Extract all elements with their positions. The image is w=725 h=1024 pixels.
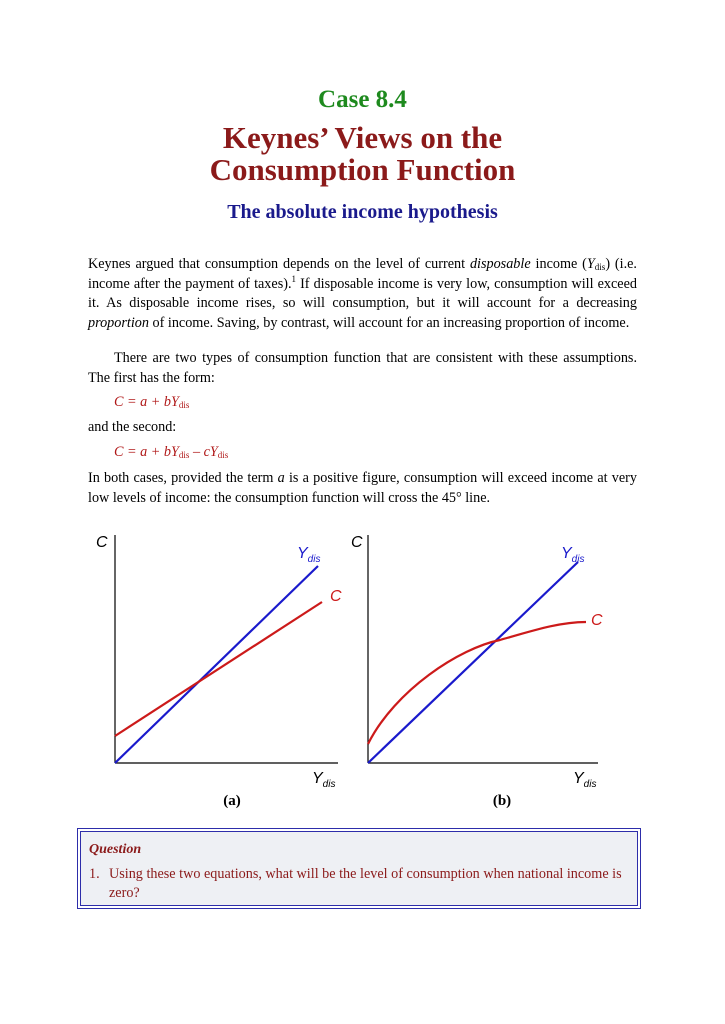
p3-var-a: a bbox=[277, 470, 285, 486]
footnote-marker[interactable]: 1 bbox=[291, 273, 296, 284]
panel-a-consumption-line bbox=[115, 602, 322, 736]
panel-b-y-axis-label: C bbox=[351, 534, 363, 551]
eq2-sub-2: dis bbox=[217, 450, 229, 460]
panel-a-x-y: Y bbox=[312, 770, 323, 787]
p1-text-e: of income. Saving, by contrast, will account for an increasing proportion of income. bbox=[148, 314, 630, 331]
panel-a bbox=[96, 534, 342, 809]
panel-b-ydis-line-label bbox=[561, 545, 584, 565]
question-heading: Question bbox=[89, 842, 142, 857]
p1-text-a: Keynes argued that consumption depends on the level of current bbox=[88, 256, 470, 272]
consumption-function-figure bbox=[0, 520, 725, 820]
paragraph-3 bbox=[88, 469, 637, 508]
eq2-main: C = a + bY bbox=[114, 444, 179, 460]
panel-b-x-sub: dis bbox=[583, 779, 597, 790]
p3-text-a: In both cases, provided the term bbox=[88, 470, 278, 486]
question-number: 1. bbox=[89, 866, 100, 882]
panel-a-y-axis-label: C bbox=[96, 534, 108, 551]
equation-2 bbox=[114, 444, 228, 461]
panel-b-consumption-curve bbox=[368, 622, 586, 744]
section-subtitle: The absolute income hypothesis bbox=[227, 201, 498, 223]
panel-b-ydis-y: Y bbox=[561, 545, 572, 562]
p1-var-y: Y bbox=[586, 256, 595, 272]
p1-proportion: proportion bbox=[88, 314, 149, 331]
panel-a-ydis-line-label bbox=[297, 545, 320, 565]
paragraph-2: There are two types of consumption function that are consistent with these assumptions. The first has the form: bbox=[88, 350, 637, 386]
panel-b-x-y: Y bbox=[573, 770, 584, 787]
question-text: Using these two equations, what will be the level of consumption when national income is zero? bbox=[109, 866, 622, 901]
panel-a-x-axis-label bbox=[312, 770, 335, 790]
panel-b-x-axis-label bbox=[573, 770, 596, 790]
paragraph-1 bbox=[88, 255, 637, 333]
p1-text-d: If disposable income is very low, consumption will exceed it. As disposable income rises, so will consumption, but it will account for a decreasing bbox=[88, 275, 638, 311]
panel-b-ydis-line bbox=[368, 562, 578, 763]
title-line-1: Keynes’ Views on the bbox=[222, 120, 503, 155]
eq1-main: C = a + bY bbox=[114, 394, 179, 410]
panel-a-ydis-line bbox=[115, 566, 318, 763]
equation-1 bbox=[114, 394, 189, 411]
p1-text-b: income ( bbox=[530, 256, 587, 272]
p3-text-b: is a positive figure, consumption will exceed income at very low levels of income: the consumption function will cross the 45° line. bbox=[88, 470, 637, 506]
eq1-sub: dis bbox=[178, 400, 190, 410]
panel-b-caption: (b) bbox=[492, 793, 512, 809]
eq2-mid: – cY bbox=[189, 444, 218, 460]
panel-a-ydis-y: Y bbox=[297, 545, 308, 562]
panel-b-ydis-sub: dis bbox=[571, 554, 585, 565]
case-label: Case 8.4 bbox=[318, 86, 407, 113]
p1-var-dis: dis bbox=[594, 262, 606, 272]
p1-disposable: disposable bbox=[469, 256, 531, 272]
question-box bbox=[80, 831, 638, 906]
page-title bbox=[0, 122, 725, 186]
panel-b-consumption-label: C bbox=[591, 612, 603, 629]
panel-a-caption: (a) bbox=[223, 793, 241, 809]
panel-a-ydis-sub: dis bbox=[307, 554, 321, 565]
panel-a-x-sub: dis bbox=[322, 779, 336, 790]
panel-a-consumption-label: C bbox=[330, 588, 342, 605]
p1-text-c: ) (i.e. income after the payment of taxes). bbox=[88, 256, 637, 292]
panel-b bbox=[351, 534, 603, 809]
title-line-2: Consumption Function bbox=[209, 152, 516, 187]
eq2-sub-1: dis bbox=[178, 450, 190, 460]
and-the-second: and the second: bbox=[88, 419, 177, 435]
